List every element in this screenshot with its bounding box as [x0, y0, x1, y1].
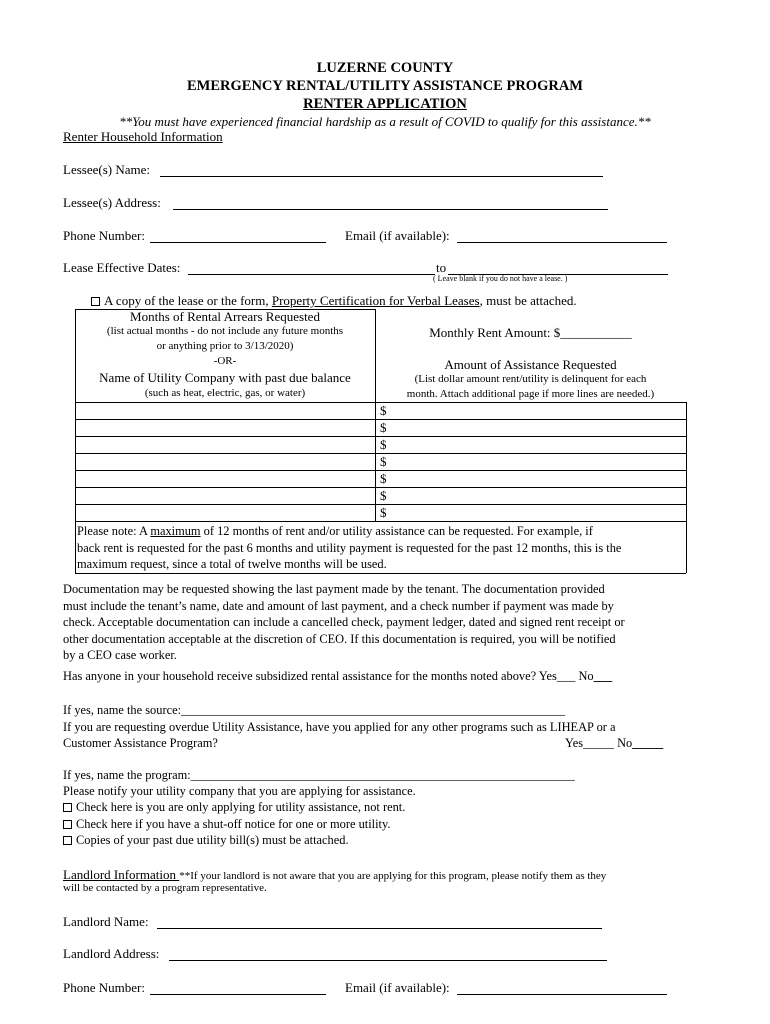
- lessee-address-label: Lessee(s) Address:: [63, 195, 161, 210]
- left-header-or: -OR-: [213, 355, 237, 367]
- right-header-note2: month. Attach additional page if more lines are needed.): [406, 388, 655, 400]
- phone-label: Phone Number:: [63, 228, 145, 243]
- landlord-phone-field[interactable]: [150, 994, 326, 995]
- landlord-section-title: Landlord Information: [63, 867, 180, 882]
- landlord-address-label: Landlord Address:: [63, 946, 160, 961]
- utility-only-checkbox[interactable]: [63, 803, 72, 812]
- landlord-name-field[interactable]: [157, 928, 602, 929]
- utility-question-line2: Customer Assistance Program?: [63, 736, 218, 750]
- notify-utility-text: Please notify your utility company that you are applying for assistance.: [63, 784, 416, 798]
- shutoff-checkbox[interactable]: [63, 820, 72, 829]
- lease-copy-checkbox[interactable]: [91, 297, 100, 306]
- utility-yes-no[interactable]: Yes_____ No_____: [565, 736, 664, 750]
- shutoff-line: Check here if you have a shut-off notice for one or more utility.: [63, 817, 390, 832]
- lease-blank-note: ( Leave blank if you do not have a lease. ): [433, 274, 568, 283]
- landlord-phone-label: Phone Number:: [63, 980, 145, 995]
- documentation-paragraph: Documentation may be requested showing the last payment made by the tenant. The documentation provided must include the tenant’s name, date and amount of last payment, and a check number if payment was made by check. Acceptable documentation can include a cancelled check, payment ledger, dated and signed rent receipt or other documentation acceptable at the discretion of CEO. If this documentation is required, you will be notified by a CEO case worker.: [63, 582, 625, 662]
- utility-only-line: Check here is you are only applying for utility assistance, not rent.: [63, 800, 405, 815]
- phone-field[interactable]: [150, 242, 326, 243]
- program-title: EMERGENCY RENTAL/UTILITY ASSISTANCE PROGRAM: [187, 78, 583, 94]
- landlord-email-label: Email (if available):: [345, 980, 450, 995]
- property-certification-link[interactable]: Property Certification for Verbal Leases: [271, 293, 480, 308]
- amount-cell[interactable]: $: [380, 488, 387, 503]
- covid-notice: **You must have experienced financial hardship as a result of COVID to qualify for this assistance.**: [119, 114, 651, 129]
- program-field[interactable]: If yes, name the program:______________________________________________________________: [63, 768, 575, 782]
- renter-section-title: Renter Household Information: [63, 129, 223, 144]
- bill-copies-line: Copies of your past due utility bill(s) must be attached.: [63, 833, 349, 848]
- amount-cell[interactable]: $: [380, 454, 387, 469]
- subsidized-question: Has anyone in your household receive subsidized rental assistance for the months noted above? Yes___ No___: [63, 669, 613, 683]
- to-label: to: [436, 260, 447, 275]
- maximum-note: Please note: A maximum of 12 months of rent and/or utility assistance can be requested. For example, if back rent is requested for the past 6 months and utility payment is requested for the past 12 months, this is the maximum request, since a total of twelve months will be used.: [77, 524, 622, 571]
- amount-cell[interactable]: $: [380, 471, 387, 486]
- left-header-note2: or anything prior to 3/13/2020): [156, 340, 294, 352]
- form-title: RENTER APPLICATION: [303, 96, 467, 112]
- county-title: LUZERNE COUNTY: [316, 60, 454, 76]
- landlord-email-field[interactable]: [457, 994, 667, 995]
- amount-cell[interactable]: $: [380, 420, 387, 435]
- lease-start-field[interactable]: [188, 274, 435, 275]
- lease-dates-label: Lease Effective Dates:: [63, 260, 181, 275]
- monthly-rent-amount[interactable]: Monthly Rent Amount: $___________: [429, 325, 632, 340]
- landlord-note: will be contacted by a program representative.: [63, 882, 267, 894]
- email-field[interactable]: [457, 242, 667, 243]
- lease-copy-line: A copy of the lease or the form, Property Certification for Verbal Leases, must be attached.: [91, 293, 577, 309]
- amount-cell[interactable]: $: [380, 505, 387, 520]
- right-header-note1: (List dollar amount rent/utility is delinquent for each: [414, 373, 647, 385]
- lessee-name-label: Lessee(s) Name:: [63, 162, 150, 177]
- amount-cell[interactable]: $: [380, 403, 387, 418]
- landlord-name-label: Landlord Name:: [63, 914, 149, 929]
- bill-copies-checkbox[interactable]: [63, 836, 72, 845]
- landlord-header: Landlord Information **If your landlord is not aware that you are applying for this program, please notify them as they: [63, 867, 607, 882]
- amount-cell[interactable]: $: [380, 437, 387, 452]
- right-header-title: Amount of Assistance Requested: [444, 357, 617, 372]
- left-header-utility: Name of Utility Company with past due balance: [99, 370, 351, 385]
- lessee-address-field[interactable]: [173, 209, 608, 210]
- lessee-name-field[interactable]: [160, 176, 603, 177]
- utility-question: If you are requesting overdue Utility Assistance, have you applied for any other programs such as LIHEAP or a: [63, 720, 616, 734]
- landlord-address-field[interactable]: [169, 960, 607, 961]
- email-label: Email (if available):: [345, 228, 450, 243]
- left-header-title: Months of Rental Arrears Requested: [130, 309, 320, 324]
- left-header-note1: (list actual months - do not include any future months: [106, 325, 344, 337]
- source-field[interactable]: If yes, name the source:______________________________________________________________: [63, 703, 566, 717]
- left-header-utility-note: (such as heat, electric, gas, or water): [144, 387, 306, 399]
